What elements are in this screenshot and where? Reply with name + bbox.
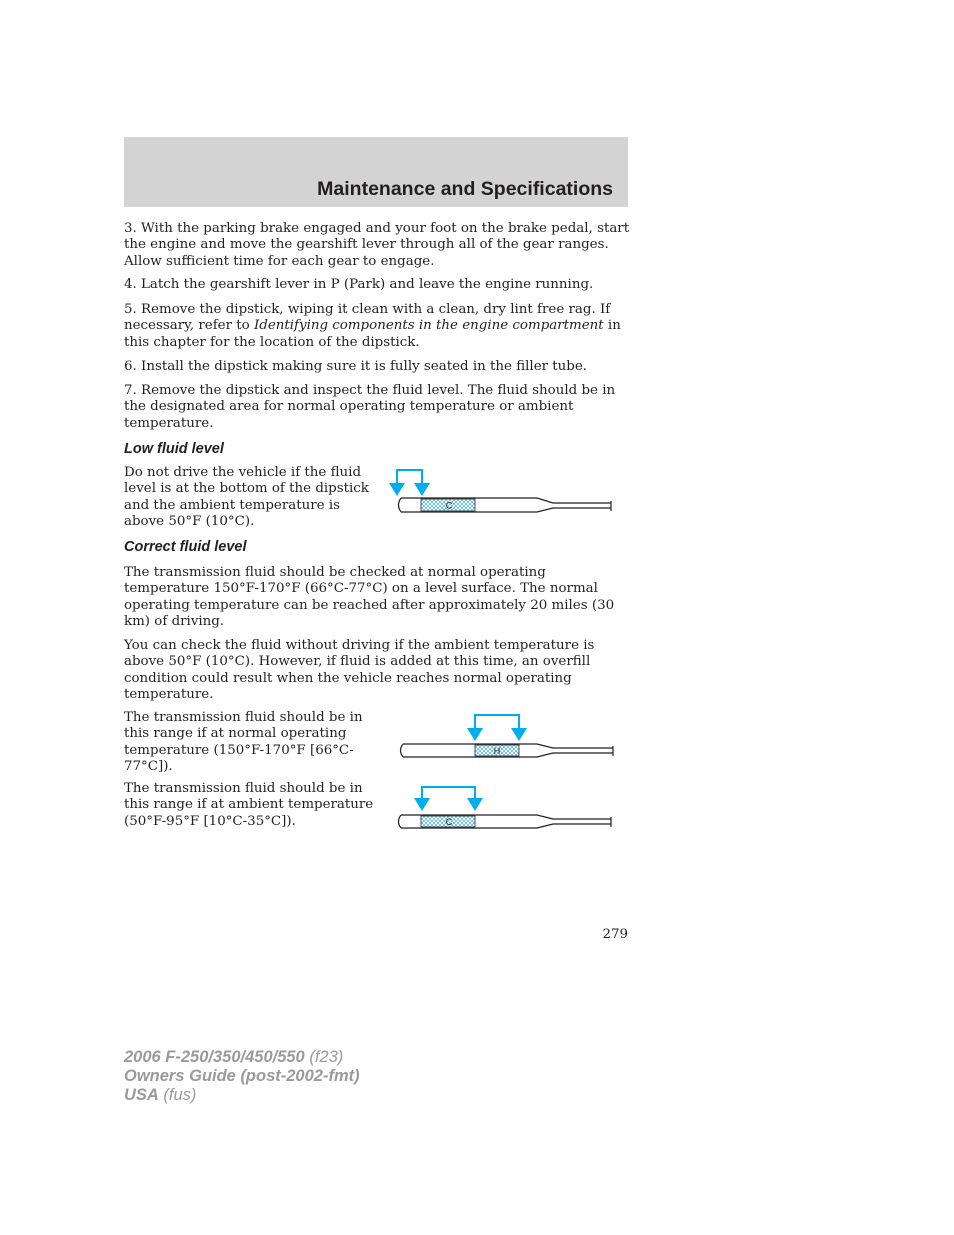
footer-line-1	[124, 1048, 360, 1067]
step-5-text: 5. Remove the dipstick, wiping it clean with a clean, dry lint free rag. If necessary, refer to	[124, 302, 611, 334]
ambient-temp-range-text: The transmission fluid should be in this range if at ambient temperature (50°F-95°F [10°C-35°C]).	[124, 781, 374, 829]
section-title: Maintenance and Specifications	[317, 178, 613, 200]
footer-line-2: Owners Guide (post-2002-fmt)	[124, 1067, 360, 1085]
dipstick-icon	[401, 744, 614, 757]
range-arrow-icon	[389, 470, 430, 496]
correct-fluid-para-1: The transmission fluid should be checked at normal operating temperature 150°F-170°F (66°C-77°C) on a level surface. The normal operating temperature can be reached after approximately 20 miles (30 km) of driving.	[124, 565, 615, 629]
header-band	[124, 137, 628, 207]
cold-mark-label: C	[445, 817, 453, 827]
dipstick-low-level-diagram	[385, 463, 617, 519]
step-5	[124, 302, 630, 351]
low-fluid-heading: Low fluid level	[124, 441, 224, 457]
step-3: 3. With the parking brake engaged and your foot on the brake pedal, start the engine and move the gearshift lever through all of the gear ranges. Allow sufficient time for each gear to engage.	[124, 221, 630, 269]
step-7: 7. Remove the dipstick and inspect the fluid level. The fluid should be in the designated area for normal operating temperature or ambient temperature.	[124, 383, 616, 431]
step-6: 6. Install the dipstick making sure it is fully seated in the filler tube.	[124, 359, 588, 374]
hot-mark-label: H	[493, 746, 501, 756]
dipstick-icon	[399, 498, 612, 512]
step-4: 4. Latch the gearshift lever in P (Park) and leave the engine running.	[124, 277, 594, 292]
dipstick-icon	[399, 815, 612, 828]
correct-fluid-para-2: You can check the fluid without driving if the ambient temperature is above 50°F (10°C). However, if fluid is added at this time, an overfill condition could result when the vehicle reaches normal operating temperature.	[124, 638, 595, 702]
step-5-reference: Identifying components in the engine compartment	[253, 318, 604, 334]
correct-fluid-heading: Correct fluid level	[124, 539, 247, 555]
footer-market-code: (fus)	[158, 1086, 197, 1104]
footer-line-3	[124, 1086, 360, 1105]
page-number: 279	[602, 927, 628, 942]
footer	[124, 1048, 360, 1105]
footer-market: USA	[124, 1086, 159, 1104]
step-5-text-end: in this chapter for the location of the dipstick.	[124, 318, 621, 350]
range-arrow-icon	[467, 715, 527, 741]
dipstick-hot-range-diagram	[385, 708, 617, 764]
dipstick-cold-range-diagram	[385, 778, 617, 834]
footer-model-code: (f23)	[304, 1048, 344, 1066]
low-fluid-text: Do not drive the vehicle if the fluid level is at the bottom of the dipstick and the ambient temperature is above 50°F (10°C).	[124, 465, 369, 529]
normal-temp-range-text: The transmission fluid should be in this range if at normal operating temperature (150°F-170°F [66°C-77°C]).	[124, 710, 363, 774]
cold-mark-label: C	[445, 500, 453, 511]
range-arrow-icon	[414, 787, 483, 811]
footer-model: 2006 F-250/350/450/550	[124, 1048, 305, 1066]
